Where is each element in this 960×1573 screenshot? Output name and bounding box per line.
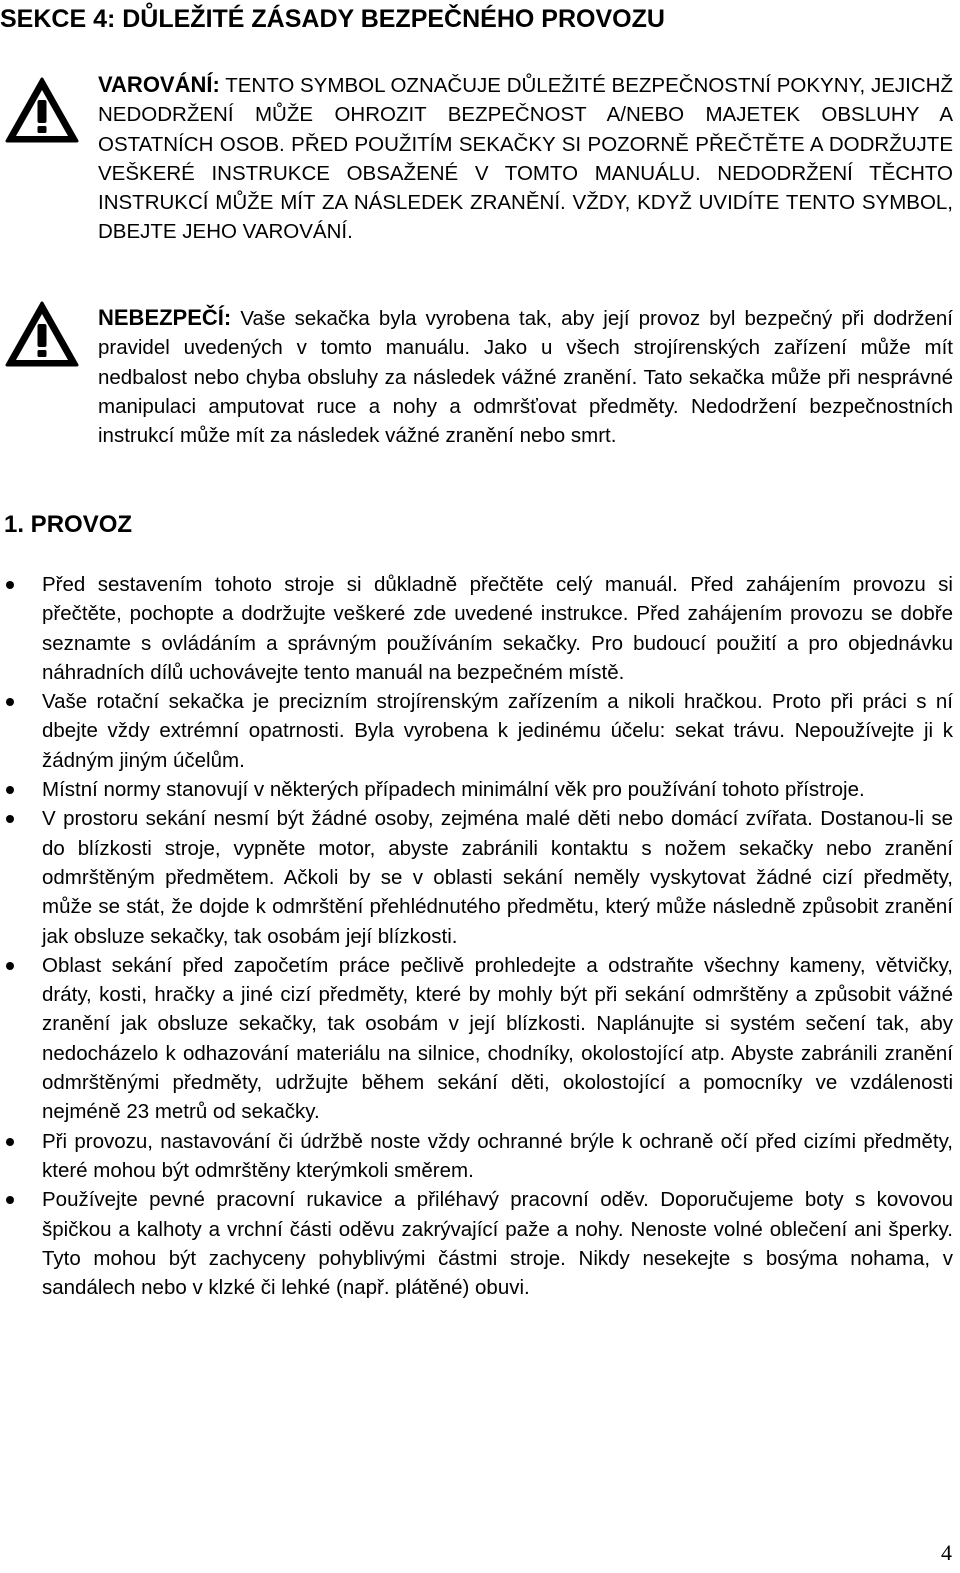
list-item bbox=[0, 804, 953, 950]
list-item-text: Vaše rotační sekačka je precizním strojírenským zařízením a nikoli hračkou. Proto při práci s ní dbejte vždy extrémní opatrnosti. Byla vyrobena k jedinému účelu: sekat trávu. Nepoužívejte ji k žádným jiným účelům. bbox=[42, 690, 953, 772]
list-item bbox=[0, 775, 953, 804]
list-item-text: Při provozu, nastavování či údržbě noste vždy ochranné brýle k ochraně očí před cizími předměty, které mohou být odmrštěny kterýmkoli směrem. bbox=[42, 1129, 953, 1182]
bullet-list bbox=[0, 570, 953, 1302]
list-item-text: Používejte pevné pracovní rukavice a přiléhavý pracovní oděv. Doporučujeme boty s kovovou špičkou a kalhoty a vrchní části oděvu zakrývající paže a nohy. Nenoste volné oblečení ani šperky. Tyto mohou být zachyceny pohyblivými částmi stroje. Nikdy nesekejte s bosýma nohama, v sandálech nebo v klzké či lehké (např. plátěné) obuvi. bbox=[42, 1188, 953, 1300]
bullet-icon bbox=[6, 815, 14, 823]
bullet-icon bbox=[6, 698, 14, 706]
list-item-text: Oblast sekání před započetím práce pečlivě prohledejte a odstraňte všechny kameny, větvičky, dráty, kosti, hračky a jiné cizí předměty, které by mohly být při sekání odmrštěny a způsobit vážné zranění jak obsluze sekačky, tak osobám v její blízkosti. Naplánujte si systém sečení tak, aby nedocházelo k odhazování materiálu na silnice, chodníky, okolostojící atp. Abyste zabránili zranění odmrštěnými předměty, udržujte během sekání děti, okolostojící a pomocníky ve vzdálenosti nejméně 23 metrů od sekačky. bbox=[42, 953, 953, 1124]
list-item-text: Místní normy stanovují v některých případech minimální věk pro používání tohoto přístroje. bbox=[42, 778, 865, 802]
danger-text: Vaše sekačka byla vyrobena tak, aby její provoz byl bezpečný při dodržení pravidel uvedených v tomto manuálu. Jako u všech strojírenských zařízení může mít nedbalost nebo chyba obsluhy za následek vážné zranění. Tato sekačka může při nesprávné manipulaci amputovat ruce a nohy a odmršťovat předměty. Nedodržení bezpečnostních instrukcí může mít za následek vážné zranění nebo smrt. bbox=[98, 307, 953, 448]
list-item bbox=[0, 1185, 953, 1302]
bullet-icon bbox=[6, 581, 14, 589]
subsection-title: 1. PROVOZ bbox=[4, 511, 133, 538]
bullet-icon bbox=[6, 962, 14, 970]
danger-notice bbox=[98, 303, 953, 450]
section-title: SEKCE 4: DŮLEŽITÉ ZÁSADY BEZPEČNÉHO PROVOZU bbox=[0, 5, 665, 33]
list-item bbox=[0, 1127, 953, 1186]
list-item bbox=[0, 687, 953, 775]
warning-notice bbox=[98, 70, 953, 247]
warning-lead: VAROVÁNÍ: bbox=[98, 72, 220, 97]
list-item-text: V prostoru sekání nesmí být žádné osoby, zejména malé děti nebo domácí zvířata. Dostanou-li se do blízkosti stroje, vypněte motor, abyste zabránili kontaktu s nožem sekačky nebo zranění odmrštěným předmětem. Ačkoli by se v oblasti sekání neměly vyskytovat žádné cizí předměty, může se stát, že dojde k odmrštění přehlédnutého předmětu, který může následně způsobit zranění jak obsluze sekačky, tak osobám její blízkosti. bbox=[42, 807, 953, 948]
danger-lead: NEBEZPEČÍ: bbox=[98, 305, 232, 330]
bullet-icon bbox=[6, 786, 14, 794]
list-item-text: Před sestavením tohoto stroje si důkladně přečtěte celý manuál. Před zahájením provozu si přečtěte, pochopte a dodržujte veškeré zde uvedené instrukce. Před zahájením provozu se dobře seznamte s ovládáním a správným používáním sekačky. Pro budoucí použití a pro objednávku náhradních dílů uchovávejte tento manuál na bezpečném místě. bbox=[42, 573, 953, 684]
bullet-icon bbox=[6, 1196, 14, 1204]
warning-text: TENTO SYMBOL OZNAČUJE DŮLEŽITÉ BEZPEČNOSTNÍ POKYNY, JEJICHŽ NEDODRŽENÍ MŮŽE OHROZIT BEZPEČNOST A/NEBO MAJETEK OBSLUHY A OSTATNÍCH OSOB. PŘED POUŽITÍM SEKAČKY SI POZORNĚ PŘEČTĚTE A DODRŽUJTE VEŠKERÉ INSTRUKCE OBSAŽENÉ V TOMTO MANUÁLU. NEDODRŽENÍ TĚCHTO INSTRUKCÍ MŮŽE MÍT ZA NÁSLEDEK ZRANĚNÍ. VŽDY, KDYŽ UVIDÍTE TENTO SYMBOL, DBEJTE JEHO VAROVÁNÍ. bbox=[98, 74, 953, 244]
list-item bbox=[0, 951, 953, 1127]
page-number: 4 bbox=[941, 1540, 952, 1565]
bullet-icon bbox=[6, 1138, 14, 1146]
danger-triangle-icon bbox=[4, 300, 80, 368]
warning-triangle-icon bbox=[4, 76, 80, 144]
list-item bbox=[0, 570, 953, 687]
